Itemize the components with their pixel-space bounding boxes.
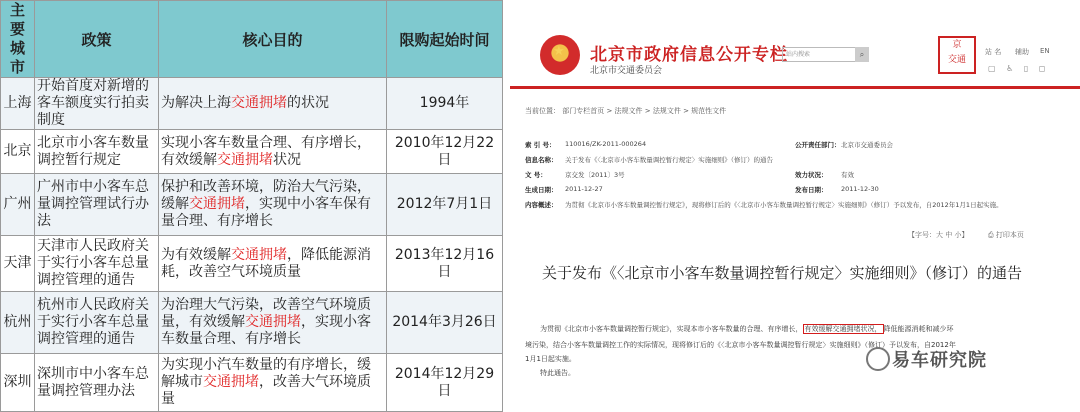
city-cell: 上海 — [1, 78, 35, 130]
search-button[interactable]: ⌕ — [855, 47, 869, 62]
print-icon: ⎙ — [988, 231, 996, 239]
search-input[interactable]: 站内搜索 — [782, 47, 857, 62]
highlight-text: 交通拥堵 — [231, 246, 287, 263]
font-size-control[interactable]: 【字号：大 中 小】 — [908, 231, 969, 239]
policy-cell: 天津市人民政府关于实行小客车总量调控管理的通告 — [35, 236, 159, 292]
table-row — [1, 174, 503, 236]
tool-link-accessibility[interactable]: 辅助 — [1015, 48, 1029, 56]
national-emblem-icon: ★ — [540, 35, 580, 75]
table-row — [1, 354, 503, 412]
purpose-cell: 为有效缓解交通拥堵，降低能源消耗，改善空气环境质量 — [159, 236, 387, 292]
table-row — [1, 292, 503, 354]
highlight-text: 交通拥堵 — [231, 95, 287, 111]
policy-cell: 广州市中小客车总量调控管理试行办法 — [35, 174, 159, 236]
purpose-cell: 实现小客车数量合理、有序增长，有效缓解交通拥堵状况 — [159, 130, 387, 174]
notice-closing: 特此通告。 — [540, 369, 575, 377]
metadata-row: 生成日期： 2011-12-27 发布日期： 2011-12-30 — [525, 185, 879, 194]
boxed-highlight: 有效缓解交通拥堵状况， — [804, 325, 882, 333]
city-cell: 北京 — [1, 130, 35, 174]
city-cell: 深圳 — [1, 354, 35, 412]
metadata-row: 索 引 号： 110016/ZK-2011-000264 公开责任部门： 北京市交通委员会 — [525, 140, 893, 149]
date-cell: 1994年 — [387, 78, 503, 130]
highlight-text: 交通拥堵 — [217, 151, 273, 168]
header-purpose: 核心目的 — [159, 1, 387, 78]
notice-body-line: 1月1日起实施。 — [525, 355, 576, 363]
policy-table — [0, 0, 503, 412]
watermark-logo-icon — [866, 347, 890, 371]
header-start-date: 限购起始时间 — [387, 1, 503, 78]
accessibility-icons[interactable]: ▢ ♿ ▯ ◻ — [988, 64, 1050, 73]
print-button[interactable]: ⎙ 打印本页 — [988, 231, 1024, 239]
table-row — [1, 130, 503, 174]
highlight-text: 交通拥堵 — [203, 374, 259, 390]
city-cell: 广州 — [1, 174, 35, 236]
highlight-text: 交通拥堵 — [245, 314, 301, 330]
watermark-brand: 易车研究院 — [892, 350, 987, 371]
beijing-logo-icon: 京 交通 — [938, 36, 976, 74]
government-notice-screenshot — [510, 0, 1080, 404]
breadcrumb: 当前位置： 部门专栏首页 > 法规文件 > 法规文件 > 规范性文件 — [525, 107, 727, 115]
policy-table-panel — [0, 0, 504, 407]
notice-body-line: 境污染，结合小客车数量调控工作的实际情况，现将修订后的《〈北京市小客车数量调控暂行规定〉实施细则》（修订）予以发布，自2012年 — [525, 341, 956, 349]
policy-cell: 开始首度对新增的客车额度实行拍卖制度 — [35, 78, 159, 130]
policy-cell: 杭州市人民政府关于实行小客车总量调控管理的通告 — [35, 292, 159, 354]
highlight-text: 交通拥堵 — [189, 196, 245, 212]
purpose-cell: 为实现小汽车数量的有序增长，缓解城市交通拥堵，改善大气环境质量 — [159, 354, 387, 412]
purpose-cell: 为治理大气污染，改善空气环境质量，有效缓解交通拥堵，实现小客车数量合理、有序增长 — [159, 292, 387, 354]
date-cell: 2010年12月22日 — [387, 130, 503, 174]
header-divider — [510, 86, 1080, 89]
policy-cell: 北京市小客车数量调控暂行规定 — [35, 130, 159, 174]
policy-cell: 深圳市中小客车总量调控管理办法 — [35, 354, 159, 412]
date-cell: 2012年7月1日 — [387, 174, 503, 236]
table-row — [1, 236, 503, 292]
site-title: 北京市政府信息公开专栏 — [590, 45, 788, 65]
header-policy: 政策 — [35, 1, 159, 78]
tool-link-sitename[interactable]: 站 名 — [985, 48, 1002, 56]
metadata-row: 内容概述： 为贯彻《北京市小客车数量调控暂行规定》，现将修订后的《〈北京市小客车数量调控暂行规定〉实施细则》（修订）予以发布，自2012年1月1日起实施。 — [525, 201, 1003, 209]
notice-title: 关于发布《〈北京市小客车数量调控暂行规定〉实施细则》（修订）的通告 — [542, 264, 1023, 282]
metadata-row: 文 号： 京交发〔2011〕3号 效力状况： 有效 — [525, 171, 854, 179]
date-cell: 2014年3月26日 — [387, 292, 503, 354]
site-subtitle: 北京市交通委员会 — [590, 66, 663, 76]
tool-link-en[interactable]: EN — [1040, 47, 1050, 55]
table-header-row — [1, 1, 503, 78]
city-cell: 天津 — [1, 236, 35, 292]
city-cell: 杭州 — [1, 292, 35, 354]
table-row — [1, 78, 503, 130]
notice-body: 为贯彻《北京市小客车数量调控暂行规定》，实现本市小客车数量的合理、有序增长， 有效缓解交通拥堵状况， 降低能源消耗和减少环 — [540, 325, 954, 333]
purpose-cell: 为解决上海交通拥堵的状况 — [159, 78, 387, 130]
header-city: 主要城市 — [1, 1, 35, 78]
purpose-cell: 保护和改善环境，防治大气污染，缓解交通拥堵，实现中小客车保有量合理、有序增长 — [159, 174, 387, 236]
metadata-row: 信息名称： 关于发布《〈北京市小客车数量调控暂行规定〉实施细则》（修订）的通告 — [525, 156, 773, 164]
date-cell: 2013年12月16日 — [387, 236, 503, 292]
date-cell: 2014年12月29日 — [387, 354, 503, 412]
